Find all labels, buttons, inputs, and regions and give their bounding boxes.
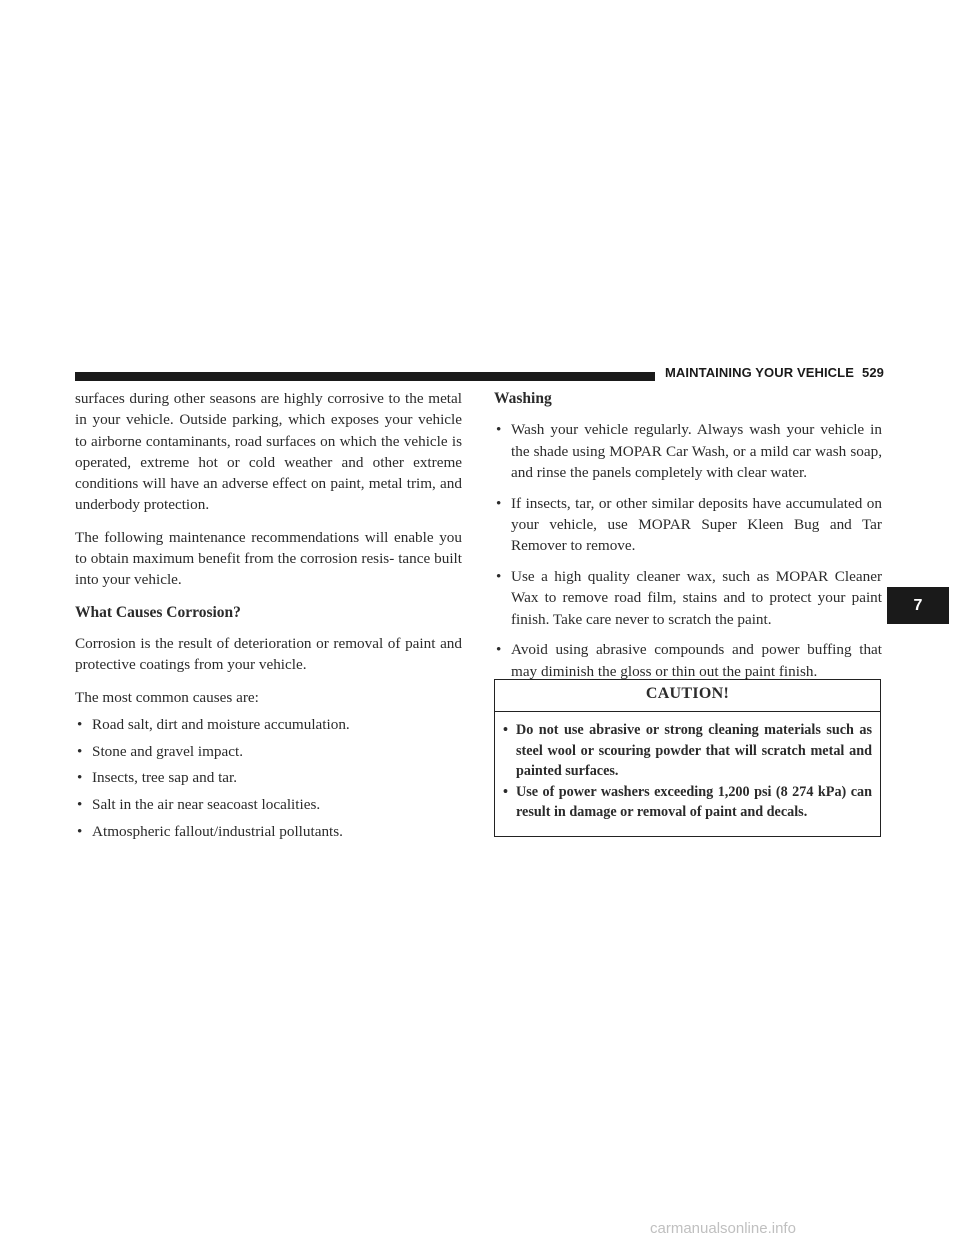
- bullet-icon: •: [503, 722, 508, 738]
- paragraph: The following maintenance recommendations will enable you to obtain maximum benefit from the corrosion resis- tance built into your vehicle.: [75, 528, 462, 589]
- section-title: MAINTAINING YOUR VEHICLE: [665, 365, 854, 380]
- running-header: [665, 365, 884, 380]
- section-heading: Washing: [494, 390, 552, 407]
- section-heading: What Causes Corrosion?: [75, 603, 241, 621]
- bullet-icon: •: [77, 823, 83, 841]
- bullet-icon: •: [503, 783, 508, 800]
- caution-box: [494, 679, 881, 837]
- right-column: [494, 388, 882, 692]
- bullet-icon: •: [77, 742, 83, 760]
- causes-list: [75, 714, 462, 842]
- bullet-icon: •: [496, 421, 502, 439]
- caution-list: [495, 712, 880, 823]
- list-item: • Road salt, dirt and moisture accumulation.: [75, 714, 462, 735]
- watermark: carmanualsonline.info: [650, 1220, 796, 1237]
- bullet-icon: •: [496, 494, 502, 512]
- paragraph: surfaces during other seasons are highly corrosive to the metal in your vehicle. Outside parking, which exposes your vehicle to airborne contaminants, road surfaces on which the vehicle is operated, extreme hot or cold weather and other extreme conditions will have an adverse effect on paint, metal trim, and underbody protection.: [75, 390, 462, 514]
- list-item: • Do not use abrasive or strong cleaning materials such as steel wool or scouring powder that will scratch metal and painted surfaces.: [503, 722, 872, 780]
- bullet-icon: •: [496, 568, 502, 586]
- paragraph: Corrosion is the result of deterioration or removal of paint and protective coatings from your vehicle.: [75, 634, 462, 674]
- list-item: • Use of power washers exceeding 1,200 psi (8 274 kPa) can result in damage or removal of paint and decals.: [503, 783, 872, 821]
- list-item: • Stone and gravel impact.: [75, 741, 462, 762]
- list-item: • Salt in the air near seacoast localities.: [75, 794, 462, 815]
- list-item: • Use a high quality cleaner wax, such as MOPAR Cleaner Wax to remove road film, stains and to protect your paint finish. Take care never to scratch the paint.: [496, 568, 882, 628]
- bullet-icon: •: [77, 715, 83, 733]
- caution-title: CAUTION!: [645, 685, 730, 702]
- paragraph: The most common causes are:: [75, 688, 259, 706]
- list-item: • Insects, tree sap and tar.: [75, 767, 462, 788]
- washing-list: [494, 419, 882, 682]
- page-number: 529: [861, 365, 884, 380]
- bullet-icon: •: [77, 769, 83, 787]
- list-item: • Atmospheric fallout/industrial pollutants.: [75, 821, 462, 842]
- chapter-tab: 7: [887, 587, 949, 624]
- list-item: • If insects, tar, or other similar deposits have accumulated on your vehicle, use MOPAR Super Kleen Bug and Tar Remover to remove.: [496, 494, 882, 555]
- left-column: [75, 388, 462, 848]
- bullet-icon: •: [77, 796, 83, 814]
- bullet-icon: •: [496, 641, 502, 659]
- header-bar: [75, 372, 655, 381]
- list-item: • Wash your vehicle regularly. Always wash your vehicle in the shade using MOPAR Car Wash, or a mild car wash soap, and rinse the panels completely with clear water.: [496, 421, 882, 481]
- list-item: • Avoid using abrasive compounds and power buffing that may diminish the gloss or thin out the paint finish.: [496, 641, 882, 680]
